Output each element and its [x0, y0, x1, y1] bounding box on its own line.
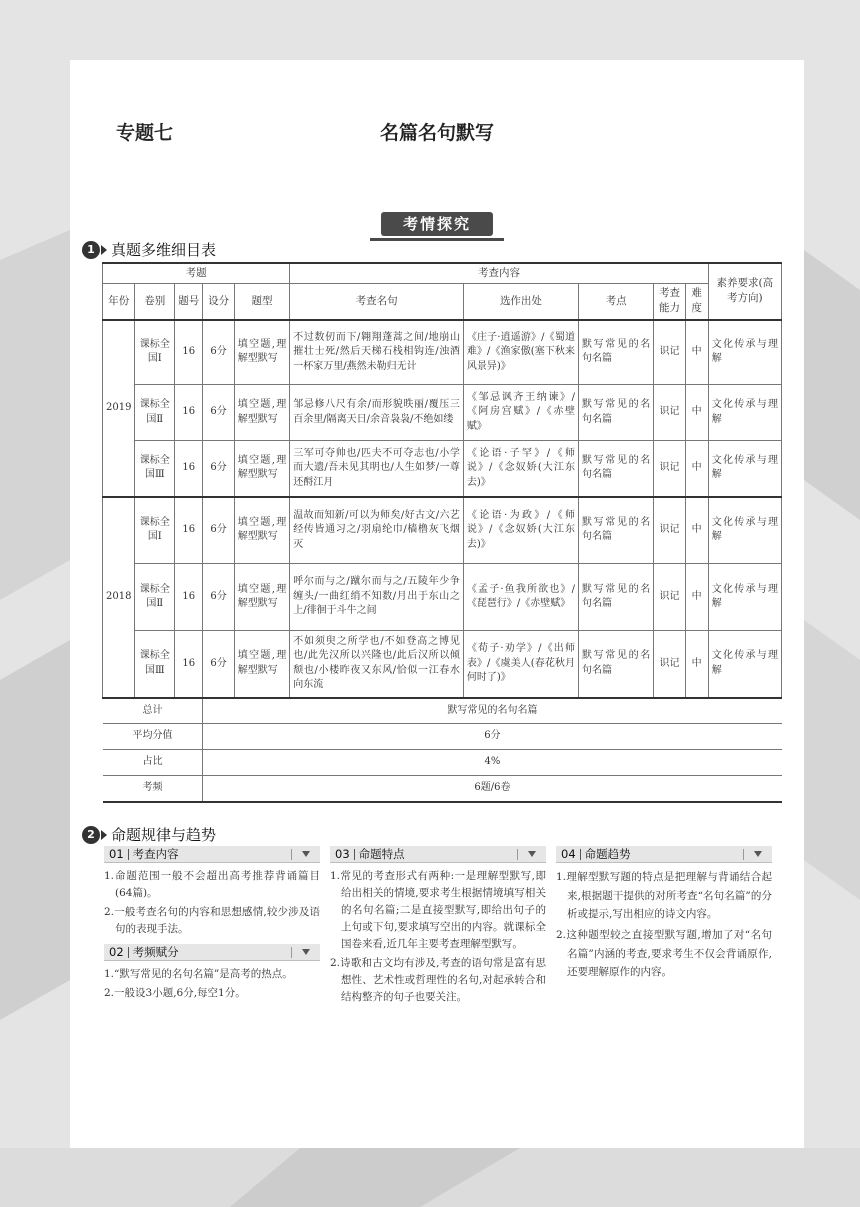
nengli-cell: 识记 [654, 320, 685, 385]
chevron-down-icon [302, 851, 310, 857]
box-number: 04 [561, 847, 576, 861]
header-col: 考点 [578, 284, 653, 320]
year-cell: 2018 [103, 497, 135, 698]
chuchu-cell: 《庄子·逍遥游》/《蜀道难》/《渔家傲(塞下秋来风景异)》 [463, 320, 578, 385]
summary-row [103, 776, 782, 802]
table-row [103, 631, 782, 698]
suyang-cell: 文化传承与理解 [708, 441, 781, 497]
box-title: 考查内容 [132, 847, 179, 861]
nandu-cell: 中 [685, 441, 708, 497]
nengli-cell: 识记 [654, 564, 685, 631]
chevron-down-icon [528, 851, 536, 857]
list-item: 1.理解型默写题的特点是把理解与背诵结合起来,根据题干提供的对所考查“名句名篇”的分析或提示,写出相应的诗文内容。 [556, 871, 772, 921]
xing-cell: 填空题,理解型默写 [234, 564, 289, 631]
nengli-cell: 识记 [654, 631, 685, 698]
summary-row [103, 698, 782, 724]
header-col: 考查能力 [654, 284, 685, 320]
header-col: 题型 [234, 284, 289, 320]
summary-label: 占比 [103, 750, 203, 776]
header-col: 卷别 [135, 284, 175, 320]
header-kaoti: 考题 [103, 263, 290, 284]
section-2-title: 命题规律与趋势 [111, 826, 217, 844]
hao-cell: 16 [175, 564, 203, 631]
column-left [104, 846, 320, 1004]
box-02-content [104, 966, 320, 1002]
banner-underline [370, 238, 504, 241]
juan-cell: 课标全国Ⅱ [135, 385, 175, 441]
juan-cell: 课标全国Ⅲ [135, 441, 175, 497]
header-suyang: 素养要求(高考方向) [708, 263, 781, 320]
table-row [103, 385, 782, 441]
kaodian-cell: 默写常见的名句名篇 [578, 631, 653, 698]
xing-cell: 填空题,理解型默写 [234, 631, 289, 698]
nengli-cell: 识记 [654, 441, 685, 497]
header-col: 题号 [175, 284, 203, 320]
xing-cell: 填空题,理解型默写 [234, 320, 289, 385]
list-item: 1.命题范围一般不会超出高考推荐背诵篇目(64篇)。 [104, 870, 320, 899]
header-col: 年份 [103, 284, 135, 320]
mingju-cell: 三军可夺帅也/匹夫不可夺志也/小学而大遗/吾未见其明也/人生如梦/一尊还酹江月 [290, 441, 464, 497]
hao-cell: 16 [175, 631, 203, 698]
section-number-badge: 2 [82, 826, 100, 844]
juan-cell: 课标全国Ⅰ [135, 497, 175, 564]
page-title: 名篇名句默写 [379, 122, 494, 144]
summary-label: 考频 [103, 776, 203, 802]
fen-cell: 6分 [203, 385, 234, 441]
nengli-cell: 识记 [654, 385, 685, 441]
box-01-content [104, 868, 320, 938]
table-row [103, 564, 782, 631]
table-row [103, 441, 782, 497]
nandu-cell: 中 [685, 497, 708, 564]
section-number-badge: 1 [82, 241, 100, 259]
nengli-cell: 识记 [654, 497, 685, 564]
mingju-cell: 不如须臾之所学也/不如登高之博见也/此先汉所以兴隆也/此后汉所以倾颓也/小楼昨夜又东风/恰似一江春水向东流 [290, 631, 464, 698]
juan-cell: 课标全国Ⅱ [135, 564, 175, 631]
mingju-cell: 温故而知新/可以为师矣/好古文/六艺经传皆通习之/羽扇纶巾/樯橹灰飞烟灭 [290, 497, 464, 564]
suyang-cell: 文化传承与理解 [708, 564, 781, 631]
column-right [556, 846, 772, 984]
nandu-cell: 中 [685, 320, 708, 385]
mingju-cell: 不过数仞而下/翱翔蓬蒿之间/地崩山摧壮士死/然后天梯石栈相钩连/浊酒一杯家万里/燕然未勒归无计 [290, 320, 464, 385]
xing-cell: 填空题,理解型默写 [234, 385, 289, 441]
suyang-cell: 文化传承与理解 [708, 631, 781, 698]
summary-value: 默写常见的名句名篇 [203, 698, 782, 724]
suyang-cell: 文化传承与理解 [708, 385, 781, 441]
year-cell: 2019 [103, 320, 135, 497]
hao-cell: 16 [175, 441, 203, 497]
header-col: 选作出处 [463, 284, 578, 320]
xing-cell: 填空题,理解型默写 [234, 497, 289, 564]
header-col: 设分 [203, 284, 234, 320]
nandu-cell: 中 [685, 631, 708, 698]
chevron-down-icon [302, 949, 310, 955]
list-item: 2.诗歌和古文均有涉及,考查的语句常是富有思想性、艺术性或哲理性的名句,对起承转合和结构整齐的句子也要关注。 [330, 957, 546, 1003]
summary-label: 平均分值 [103, 724, 203, 750]
box-03-content [330, 868, 546, 1006]
hao-cell: 16 [175, 497, 203, 564]
page [70, 60, 804, 1148]
hao-cell: 16 [175, 320, 203, 385]
box-04-content [556, 868, 772, 982]
table-row [103, 497, 782, 564]
nandu-cell: 中 [685, 564, 708, 631]
suyang-cell: 文化传承与理解 [708, 497, 781, 564]
fen-cell: 6分 [203, 441, 234, 497]
list-item: 2.一般设3小题,6分,每空1分。 [104, 987, 246, 999]
header-content: 考查内容 [290, 263, 708, 284]
box-number: 01 [109, 847, 124, 861]
summary-label: 总计 [103, 698, 203, 724]
box-title: 命题特点 [358, 847, 405, 861]
mingju-cell: 呼尔而与之/蹴尔而与之/五陵年少争缠头/一曲红绡不知数/月出于东山之上/徘徊于斗牛之间 [290, 564, 464, 631]
summary-row [103, 724, 782, 750]
mingju-cell: 邹忌修八尺有余/而形貌昳丽/覆压三百余里/隔离天日/余音袅袅/不绝如缕 [290, 385, 464, 441]
column-middle [330, 846, 546, 1008]
box-03-header [330, 846, 546, 863]
hao-cell: 16 [175, 385, 203, 441]
box-02-header [104, 944, 320, 961]
juan-cell: 课标全国Ⅰ [135, 320, 175, 385]
kaodian-cell: 默写常见的名句名篇 [578, 497, 653, 564]
chuchu-cell: 《邹忌讽齐王纳谏》/《阿房宫赋》/《赤壁赋》 [463, 385, 578, 441]
header-col: 考查名句 [290, 284, 464, 320]
header-col: 难度 [685, 284, 708, 320]
kaodian-cell: 默写常见的名句名篇 [578, 441, 653, 497]
arrow-icon [101, 830, 107, 840]
summary-value: 6分 [203, 724, 782, 750]
kaodian-cell: 默写常见的名句名篇 [578, 385, 653, 441]
section-banner: 考情探究 [381, 212, 493, 236]
suyang-cell: 文化传承与理解 [708, 320, 781, 385]
section-1-heading [82, 239, 216, 260]
section-1-title: 真题多维细目表 [111, 241, 217, 259]
topic-label: 专题七 [116, 122, 174, 144]
box-number: 02 [109, 945, 124, 959]
box-04-header [556, 846, 772, 863]
chuchu-cell: 《孟子·鱼我所欲也》/《琵琶行》/《赤壁赋》 [463, 564, 578, 631]
chuchu-cell: 《荀子·劝学》/《出师表》/《虞美人(春花秋月何时了)》 [463, 631, 578, 698]
fen-cell: 6分 [203, 631, 234, 698]
box-title: 命题趋势 [584, 847, 631, 861]
list-item: 2.一般考查名句的内容和思想感情,较少涉及语句的表现手法。 [104, 906, 320, 935]
table-row [103, 320, 782, 385]
exam-table [102, 262, 782, 803]
summary-row [103, 750, 782, 776]
xing-cell: 填空题,理解型默写 [234, 441, 289, 497]
chevron-down-icon [754, 851, 762, 857]
chuchu-cell: 《论语·子罕》/《师说》/《念奴娇(大江东去)》 [463, 441, 578, 497]
list-item: 1.常见的考查形式有两种:一是理解型默写,即给出相关的情境,要求考生根据情境填写相关的名句名篇;二是直接型默写,即给出句子的上句或下句,要求填写空出的内容。就课标全国卷来看,近几年主要考查理解型默写。 [330, 870, 546, 950]
list-item: 1.“默写常见的名句名篇”是高考的热点。 [104, 968, 293, 980]
summary-value: 6题/6卷 [203, 776, 782, 802]
arrow-icon [101, 245, 107, 255]
box-title: 考频赋分 [132, 945, 179, 959]
list-item: 2.这种题型较之直接型默写题,增加了对“名句名篇”内涵的考查,要求考生不仅会背诵原作,还要理解原作的内容。 [556, 929, 772, 979]
kaodian-cell: 默写常见的名句名篇 [578, 564, 653, 631]
fen-cell: 6分 [203, 497, 234, 564]
section-2-heading [82, 824, 216, 845]
fen-cell: 6分 [203, 564, 234, 631]
fen-cell: 6分 [203, 320, 234, 385]
kaodian-cell: 默写常见的名句名篇 [578, 320, 653, 385]
juan-cell: 课标全国Ⅲ [135, 631, 175, 698]
nandu-cell: 中 [685, 385, 708, 441]
box-01-header [104, 846, 320, 863]
box-number: 03 [335, 847, 350, 861]
summary-value: 4% [203, 750, 782, 776]
chuchu-cell: 《论语·为政》/《师说》/《念奴娇(大江东去)》 [463, 497, 578, 564]
